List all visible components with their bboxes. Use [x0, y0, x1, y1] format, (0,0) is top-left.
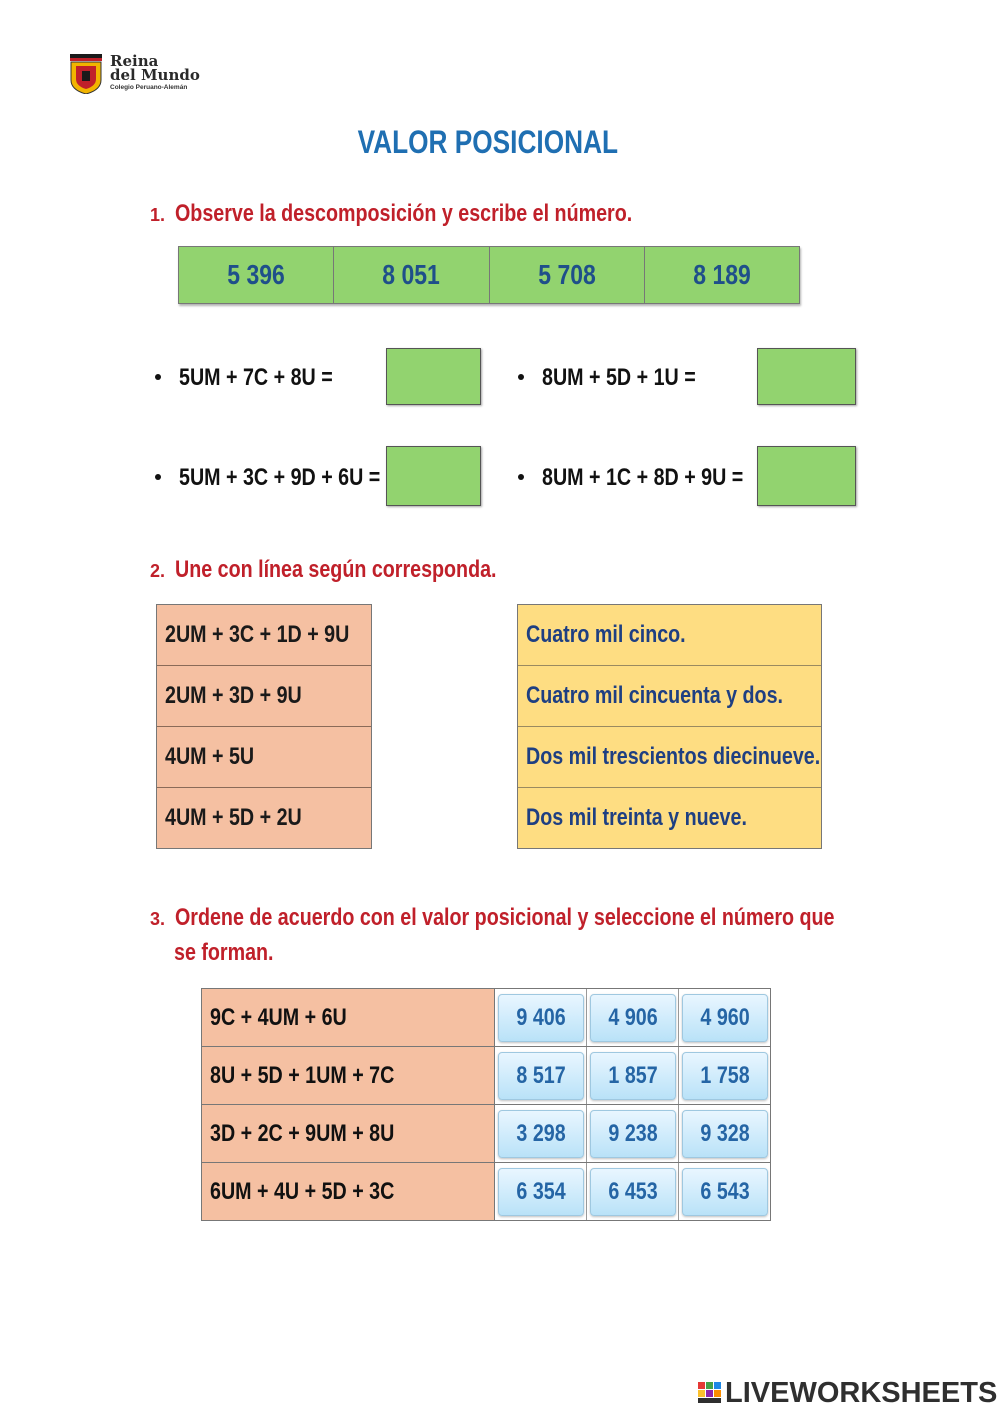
section3-heading — [150, 904, 979, 932]
table-row — [202, 1047, 770, 1105]
section1-heading — [150, 200, 733, 228]
equation-3: 5UM + 3C + 9D + 6U = — [155, 464, 424, 492]
number-bank-item: 8 051 — [334, 247, 489, 303]
liveworksheets-logo — [698, 1376, 998, 1410]
section2-number: 2. — [150, 561, 166, 581]
bullet-icon — [518, 474, 524, 480]
order-table — [201, 988, 771, 1221]
order-expression: 6UM + 4U + 5D + 3C — [202, 1163, 495, 1220]
logo-name-line2: del Mundo — [110, 66, 200, 84]
table-row — [202, 989, 770, 1047]
answer-box-2[interactable] — [757, 348, 856, 405]
number-bank-item: 5 708 — [490, 247, 645, 303]
option-button[interactable]: 1 857 — [590, 1052, 676, 1100]
bullet-icon — [155, 474, 161, 480]
order-expression: 9C + 4UM + 6U — [202, 989, 495, 1046]
option-button[interactable]: 4 960 — [682, 994, 768, 1042]
section2-heading — [150, 556, 567, 584]
option-button[interactable]: 6 453 — [590, 1168, 676, 1216]
answer-box-1[interactable] — [386, 348, 481, 405]
section3-heading-line2: se forman. — [174, 939, 274, 966]
liveworksheets-mark-icon — [698, 1382, 722, 1404]
page-title: VALOR POSICIONAL — [357, 124, 619, 160]
logo-name-line1: Reina — [110, 52, 159, 70]
school-logo — [68, 50, 218, 100]
section2-heading-text: Une con línea según corresponda. — [175, 556, 497, 583]
word-item[interactable]: Cuatro mil cinco. — [518, 605, 821, 666]
word-item[interactable]: Dos mil treinta y nueve. — [526, 804, 747, 831]
number-bank — [178, 246, 800, 304]
words-column — [517, 604, 822, 849]
logo-subtitle: Colegio Peruano-Alemán — [110, 84, 188, 91]
expression-item[interactable]: 4UM + 5D + 2U — [165, 804, 302, 831]
option-button[interactable]: 1 758 — [682, 1052, 768, 1100]
section1-heading-text: Observe la descomposición y escribe el número. — [175, 200, 633, 227]
option-button[interactable]: 3 298 — [498, 1110, 584, 1158]
section1-number: 1. — [150, 205, 166, 225]
option-button[interactable]: 9 406 — [498, 994, 584, 1042]
number-bank-item: 5 396 — [179, 247, 334, 303]
section3-number: 3. — [150, 909, 166, 929]
equation-4: 8UM + 1C + 8D + 9U = — [518, 464, 787, 492]
option-button[interactable]: 9 328 — [682, 1110, 768, 1158]
order-expression: 8U + 5D + 1UM + 7C — [202, 1047, 495, 1104]
bullet-icon — [518, 374, 524, 380]
answer-box-4[interactable] — [757, 446, 856, 506]
bullet-icon — [155, 374, 161, 380]
option-button[interactable]: 6 354 — [498, 1168, 584, 1216]
section3-heading-line1: Ordene de acuerdo con el valor posicional y seleccione el número que — [175, 904, 835, 931]
expressions-column — [156, 604, 372, 849]
answer-box-3[interactable] — [386, 446, 481, 506]
word-item[interactable]: Dos mil trescientos diecinueve. — [518, 727, 821, 788]
option-button[interactable]: 6 543 — [682, 1168, 768, 1216]
option-button[interactable]: 9 238 — [590, 1110, 676, 1158]
expression-item[interactable]: 2UM + 3C + 1D + 9U — [157, 605, 371, 666]
equation-1: 5UM + 7C + 8U = — [155, 364, 366, 392]
table-row — [202, 1163, 770, 1220]
expression-item[interactable]: 4UM + 5U — [157, 727, 371, 788]
equation-2: 8UM + 5D + 1U = — [518, 364, 729, 392]
brand-text: LIVEWORKSHEETS — [725, 1377, 998, 1409]
number-bank-item: 8 189 — [645, 247, 799, 303]
expression-item[interactable]: 2UM + 3D + 9U — [157, 666, 371, 727]
school-shield-icon — [70, 54, 102, 94]
option-button[interactable]: 8 517 — [498, 1052, 584, 1100]
order-expression: 3D + 2C + 9UM + 8U — [202, 1105, 495, 1162]
option-button[interactable]: 4 906 — [590, 994, 676, 1042]
word-item[interactable]: Cuatro mil cincuenta y dos. — [518, 666, 821, 727]
table-row — [202, 1105, 770, 1163]
